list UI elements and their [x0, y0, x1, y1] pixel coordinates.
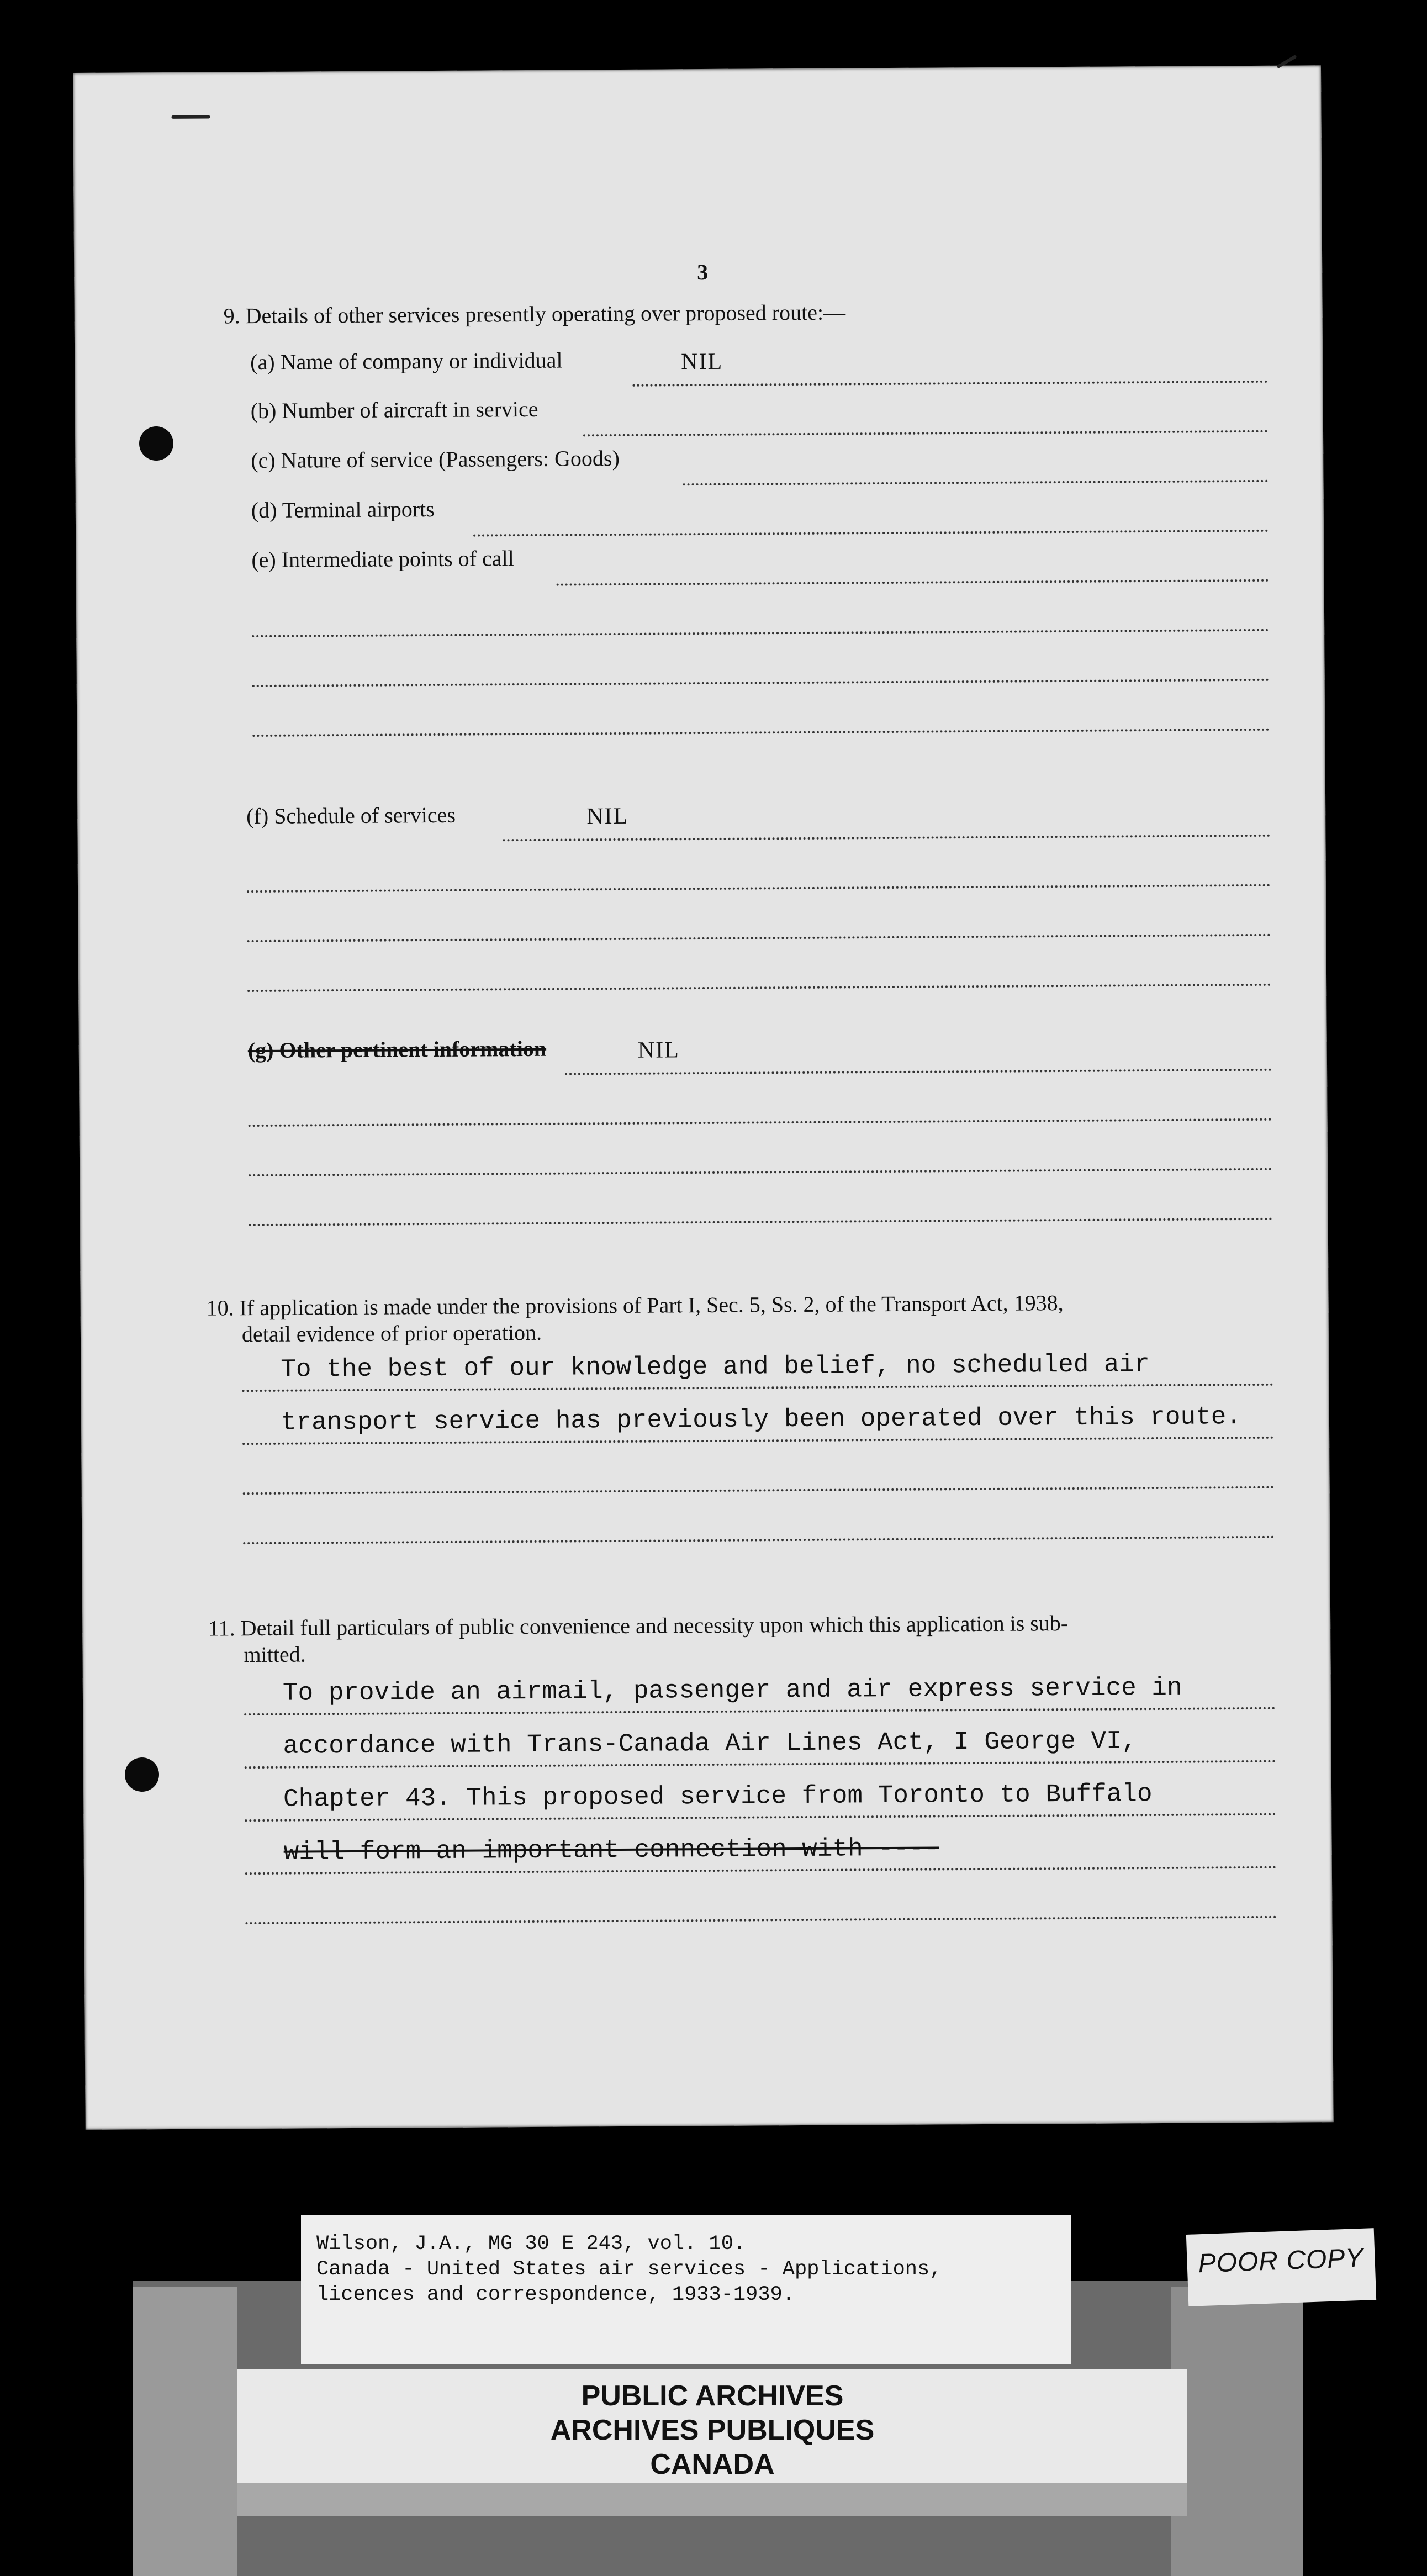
field-nature-line [683, 480, 1269, 485]
answer-line [244, 1707, 1276, 1715]
question-10-answer-line1: To the best of our knowledge and belief, no scheduled air [281, 1350, 1150, 1384]
archives-line-3: CANADA [650, 2448, 775, 2480]
question-11-answer-line2: accordance with Trans-Canada Air Lines Act, I George VI, [283, 1727, 1137, 1761]
blank-line [252, 729, 1270, 737]
field-aircraft-line [583, 430, 1268, 437]
field-schedule-label: (f) Schedule of services [246, 802, 456, 829]
blank-line [243, 1536, 1275, 1544]
question-9-title: 9. Details of other services presently operating over proposed route:— [223, 299, 846, 329]
answer-line [245, 1813, 1276, 1822]
scan-mark [171, 115, 210, 118]
answer-line [242, 1437, 1274, 1445]
answer-line [242, 1384, 1274, 1392]
poor-copy-note [1186, 2228, 1376, 2306]
question-11-answer-line1: To provide an airmail, passenger and air express service in [282, 1673, 1182, 1708]
field-other-info-label: (g) Other pertinent information [247, 1036, 547, 1063]
archive-clamp-left [133, 2287, 237, 2576]
tag-line-2: Canada - United States air services - Applications, [316, 2258, 942, 2281]
archives-band [237, 2369, 1187, 2483]
archives-band-lower [237, 2483, 1187, 2516]
blank-line [247, 884, 1271, 893]
field-nature-label: (c) Nature of service (Passengers: Goods) [251, 445, 620, 473]
field-company-line [632, 381, 1267, 387]
tag-line-3: licences and correspondence, 1933-1939. [316, 2283, 795, 2306]
archives-line-1: PUBLIC ARCHIVES [581, 2380, 844, 2412]
field-terminals-line [473, 530, 1269, 537]
blank-line [247, 984, 1271, 992]
field-schedule-value: NIL [586, 803, 629, 830]
blank-line [243, 1486, 1275, 1495]
answer-line [245, 1866, 1277, 1875]
question-11-answer-line4: will form an important connection with ---- [283, 1834, 939, 1867]
blank-line [249, 1118, 1272, 1127]
blank-line [252, 629, 1269, 637]
blank-line [252, 679, 1270, 687]
hole-punch [139, 426, 173, 461]
scan-mark [1276, 55, 1297, 68]
field-intermediate-label: (e) Intermediate points of call [251, 546, 514, 573]
field-terminals-label: (d) Terminal airports [251, 497, 435, 523]
field-intermediate-line [557, 579, 1269, 586]
archive-reference-tag [301, 2215, 1071, 2364]
blank-line [249, 1168, 1272, 1176]
tag-line-1: Wilson, J.A., MG 30 E 243, vol. 10. [316, 2232, 746, 2256]
blank-line [247, 934, 1271, 942]
field-company-label: (a) Name of company or individual [250, 347, 563, 375]
answer-line [245, 1760, 1276, 1769]
question-10-title-line1: 10. If application is made under the provisions of Part I, Sec. 5, Ss. 2, of the Transport Act, 1938, [206, 1290, 1064, 1321]
page-number: 3 [697, 259, 709, 285]
field-aircraft-label: (b) Number of aircraft in service [250, 396, 538, 424]
question-10-answer-line2: transport service has previously been operated over this route. [281, 1402, 1242, 1437]
field-other-info-value: NIL [637, 1037, 680, 1063]
document-page [73, 65, 1334, 2130]
question-11-answer-line3: Chapter 43. This proposed service from Toronto to Buffalo [283, 1780, 1153, 1814]
field-company-value: NIL [681, 349, 723, 375]
poor-copy-text: POOR COPY [1197, 2243, 1365, 2279]
question-11-title-line2: mitted. [244, 1641, 306, 1667]
field-schedule-line [503, 835, 1270, 841]
blank-line [249, 1218, 1273, 1226]
hole-punch [125, 1757, 159, 1792]
question-11-title-line1: 11. Detail full particulars of public convenience and necessity upon which this application is sub- [208, 1611, 1069, 1641]
blank-line [245, 1916, 1277, 1924]
archives-line-2: ARCHIVES PUBLIQUES [550, 2414, 875, 2446]
question-10-title-line2: detail evidence of prior operation. [241, 1319, 542, 1347]
field-other-info-line [565, 1069, 1272, 1075]
archive-clamp-right [1171, 2287, 1303, 2576]
